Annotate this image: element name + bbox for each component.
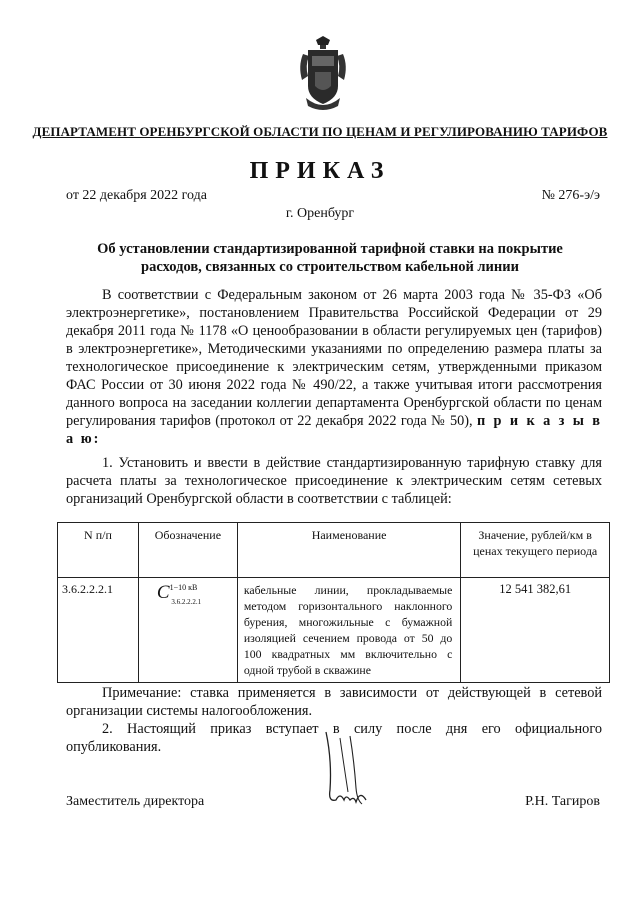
document-date: от 22 декабря 2022 года [66,188,207,203]
note-paragraph: Примечание: ставка применяется в зависимости от действующей в сетевой организации системы налогообложения. [66,685,602,719]
table-header-cell: Наименование [237,523,461,578]
document-title: ПРИКАЗ [249,158,391,184]
designation-subscript: 3.6.2.2.2.1 [171,598,202,606]
table-header-cell: N п/п [58,523,139,578]
signatory-position: Заместитель директора [66,794,205,809]
preamble-paragraph [66,286,602,448]
document-subject: Об установлении стандартизированной тарифной ставки на покрытие расходов, связанных со строительством кабельной линии [97,241,563,275]
designation-superscript: 1−10 кВ [169,583,198,592]
document-number: № 276-э/э [541,188,600,203]
row-code: 3.6.2.2.2.1 [58,578,139,683]
row-designation [138,578,237,683]
table-header-cell: Обозначение [138,523,237,578]
handwritten-signature [310,730,390,810]
document-city: г. Оренбург [285,206,355,221]
row-value: 12 541 382,61 [461,578,610,683]
row-name: кабельные линии, прокладываемые методом горизонтального наклонного бурения, многожильные с бумажной изоляцией сечением провода от 50 до 100 квадратных мм включительно с одной трубой в скважине [237,578,461,683]
table-header-cell: Значение, рублей/км в ценах текущего периода [461,523,610,578]
table-row [58,578,610,683]
designation-symbol: C [156,582,170,603]
preamble-text: В соответствии с Федеральным законом от 26 марта 2003 года № 35-ФЗ «Об электроэнергетике», постановлением Правительства Российской Федерации от 29 декабря 2011 года № 1178 «О ценообразовании в области регулируемых цен (тарифов) в электроэнергетике», Методическими указаниями по определению размера платы за технологическое присоединение к электрическим сетям, утвержденными приказом ФАС России от 30 июня 2022 года № 490/22, а также учитывая итоги рассмотрения данного вопроса на заседании коллегии департамента Оренбургской области по ценам регулирования тарифов (протокол от 22 декабря 2022 года № 50), [66,287,602,429]
order-word: п р и к а з ы в а ю: [66,413,602,447]
department-name: ДЕПАРТАМЕНТ ОРЕНБУРГСКОЙ ОБЛАСТИ ПО ЦЕНАМ И РЕГУЛИРОВАНИЮ ТАРИФОВ [32,124,608,139]
table-header-row [58,523,610,578]
tariff-table [57,522,610,683]
item-1-paragraph: 1. Установить и ввести в действие стандартизированную тарифную ставку для расчета платы за технологическое присоединение к электрическим сетям сетевых организаций Оренбургской области в соответствии с таблицей: [66,455,602,507]
item-2-paragraph: 2. Настоящий приказ вступает в силу после дня его официального опубликования. [66,721,602,755]
signatory-name: Р.Н. Тагиров [525,794,600,809]
coat-of-arms-emblem [298,36,348,112]
